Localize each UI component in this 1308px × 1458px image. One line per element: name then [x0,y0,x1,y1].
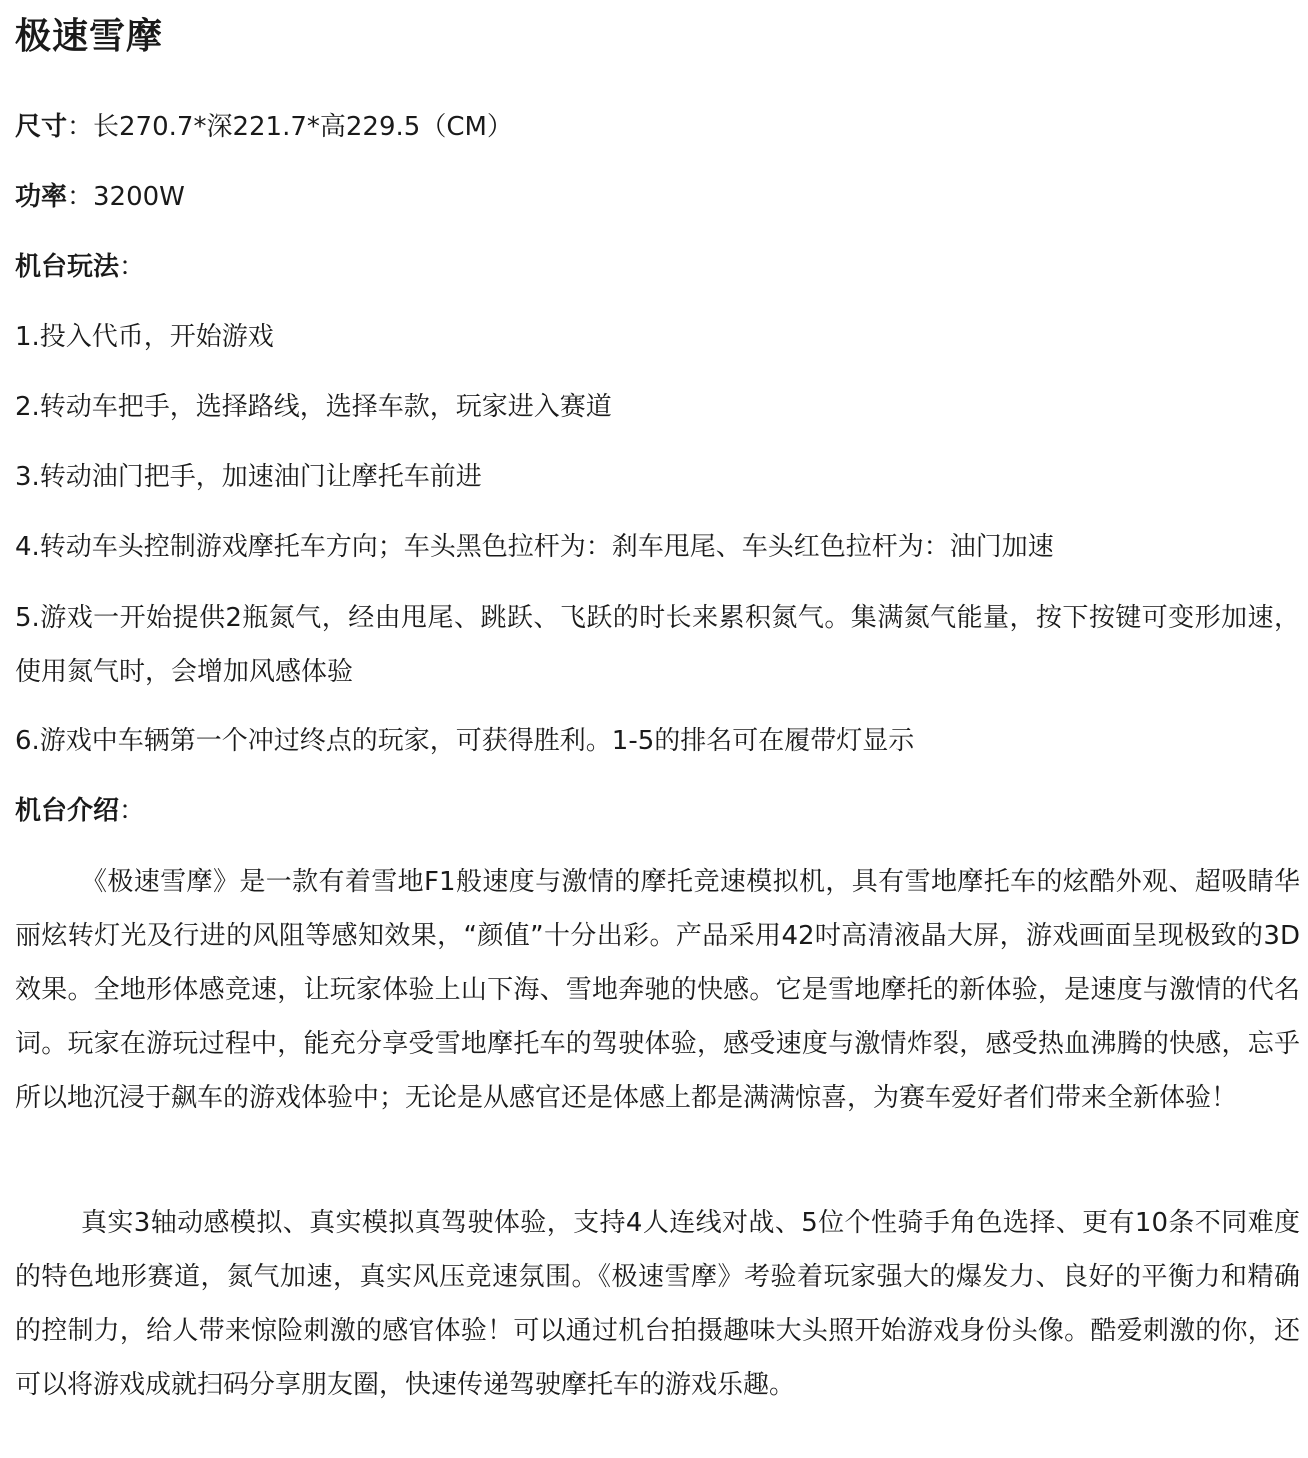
intro-heading-label: 机台介绍 [15,796,120,826]
gameplay-step: 2.转动车把手，选择路线，选择车款，玩家进入赛道 [15,392,612,422]
gameplay-heading-label: 机台玩法 [15,252,120,282]
spec-size-value: ：长270.7*深221.7*高229.5（CM） [67,112,513,142]
gameplay-step: 4.转动车头控制游戏摩托车方向；车头黑色拉杆为：刹车甩尾、车头红色拉杆为：油门加速 [15,532,1054,562]
gameplay-heading [15,250,1300,285]
gameplay-step: 6.游戏中车辆第一个冲过终点的玩家，可获得胜利。1-5的排名可在履带灯显示 [15,726,915,756]
intro-heading-colon: ： [119,796,146,826]
spec-power-label: 功率 [15,182,68,212]
spec-power [15,180,1300,215]
gameplay-step: 1.投入代币，开始游戏 [15,322,274,352]
gameplay-step: 5.游戏一开始提供2瓶氮气，经由甩尾、跳跃、飞跃的时长来累积氮气。集满氮气能量，按下按键可变形加速，使用氮气时，会增加风感体验 [15,603,1300,687]
intro-paragraph: 真实3轴动感模拟、真实模拟真驾驶体验，支持4人连线对战、5位个性骑手角色选择、更有10条不同难度的特色地形赛道，氮气加速，真实风压竞速氛围。《极速雪摩》考验着玩家强大的爆发力、良好的平衡力和精确的控制力，给人带来惊险刺激的感官体验！可以通过机台拍摄趣味大头照开始游戏身份头像。酷爱刺激的你，还可以将游戏成就扫码分享朋友圈，快速传递驾驶摩托车的游戏乐趣。 [15,1208,1300,1400]
page-title: 极速雪摩 [15,16,164,57]
spec-size-label: 尺寸 [15,112,68,142]
spec-size [15,110,1300,145]
gameplay-heading-colon: ： [119,252,146,282]
intro-paragraph: 《极速雪摩》是一款有着雪地F1般速度与激情的摩托竞速模拟机，具有雪地摩托车的炫酷外观、超吸睛华丽炫转灯光及行进的风阻等感知效果，“颜值”十分出彩。产品采用42吋高清液晶大屏，游戏画面呈现极致的3D效果。全地形体感竞速，让玩家体验上山下海、雪地奔驰的快感。它是雪地摩托的新体验，是速度与激情的代名词。玩家在游玩过程中，能充分享受雪地摩托车的驾驶体验，感受速度与激情炸裂，感受热血沸腾的快感，忘乎所以地沉浸于飙车的游戏体验中；无论是从感官还是体感上都是满满惊喜，为赛车爱好者们带来全新体验！ [15,867,1300,1113]
spec-power-value: ：3200W [67,182,185,212]
gameplay-step: 3.转动油门把手，加速油门让摩托车前进 [15,462,482,492]
intro-heading [15,794,1300,829]
